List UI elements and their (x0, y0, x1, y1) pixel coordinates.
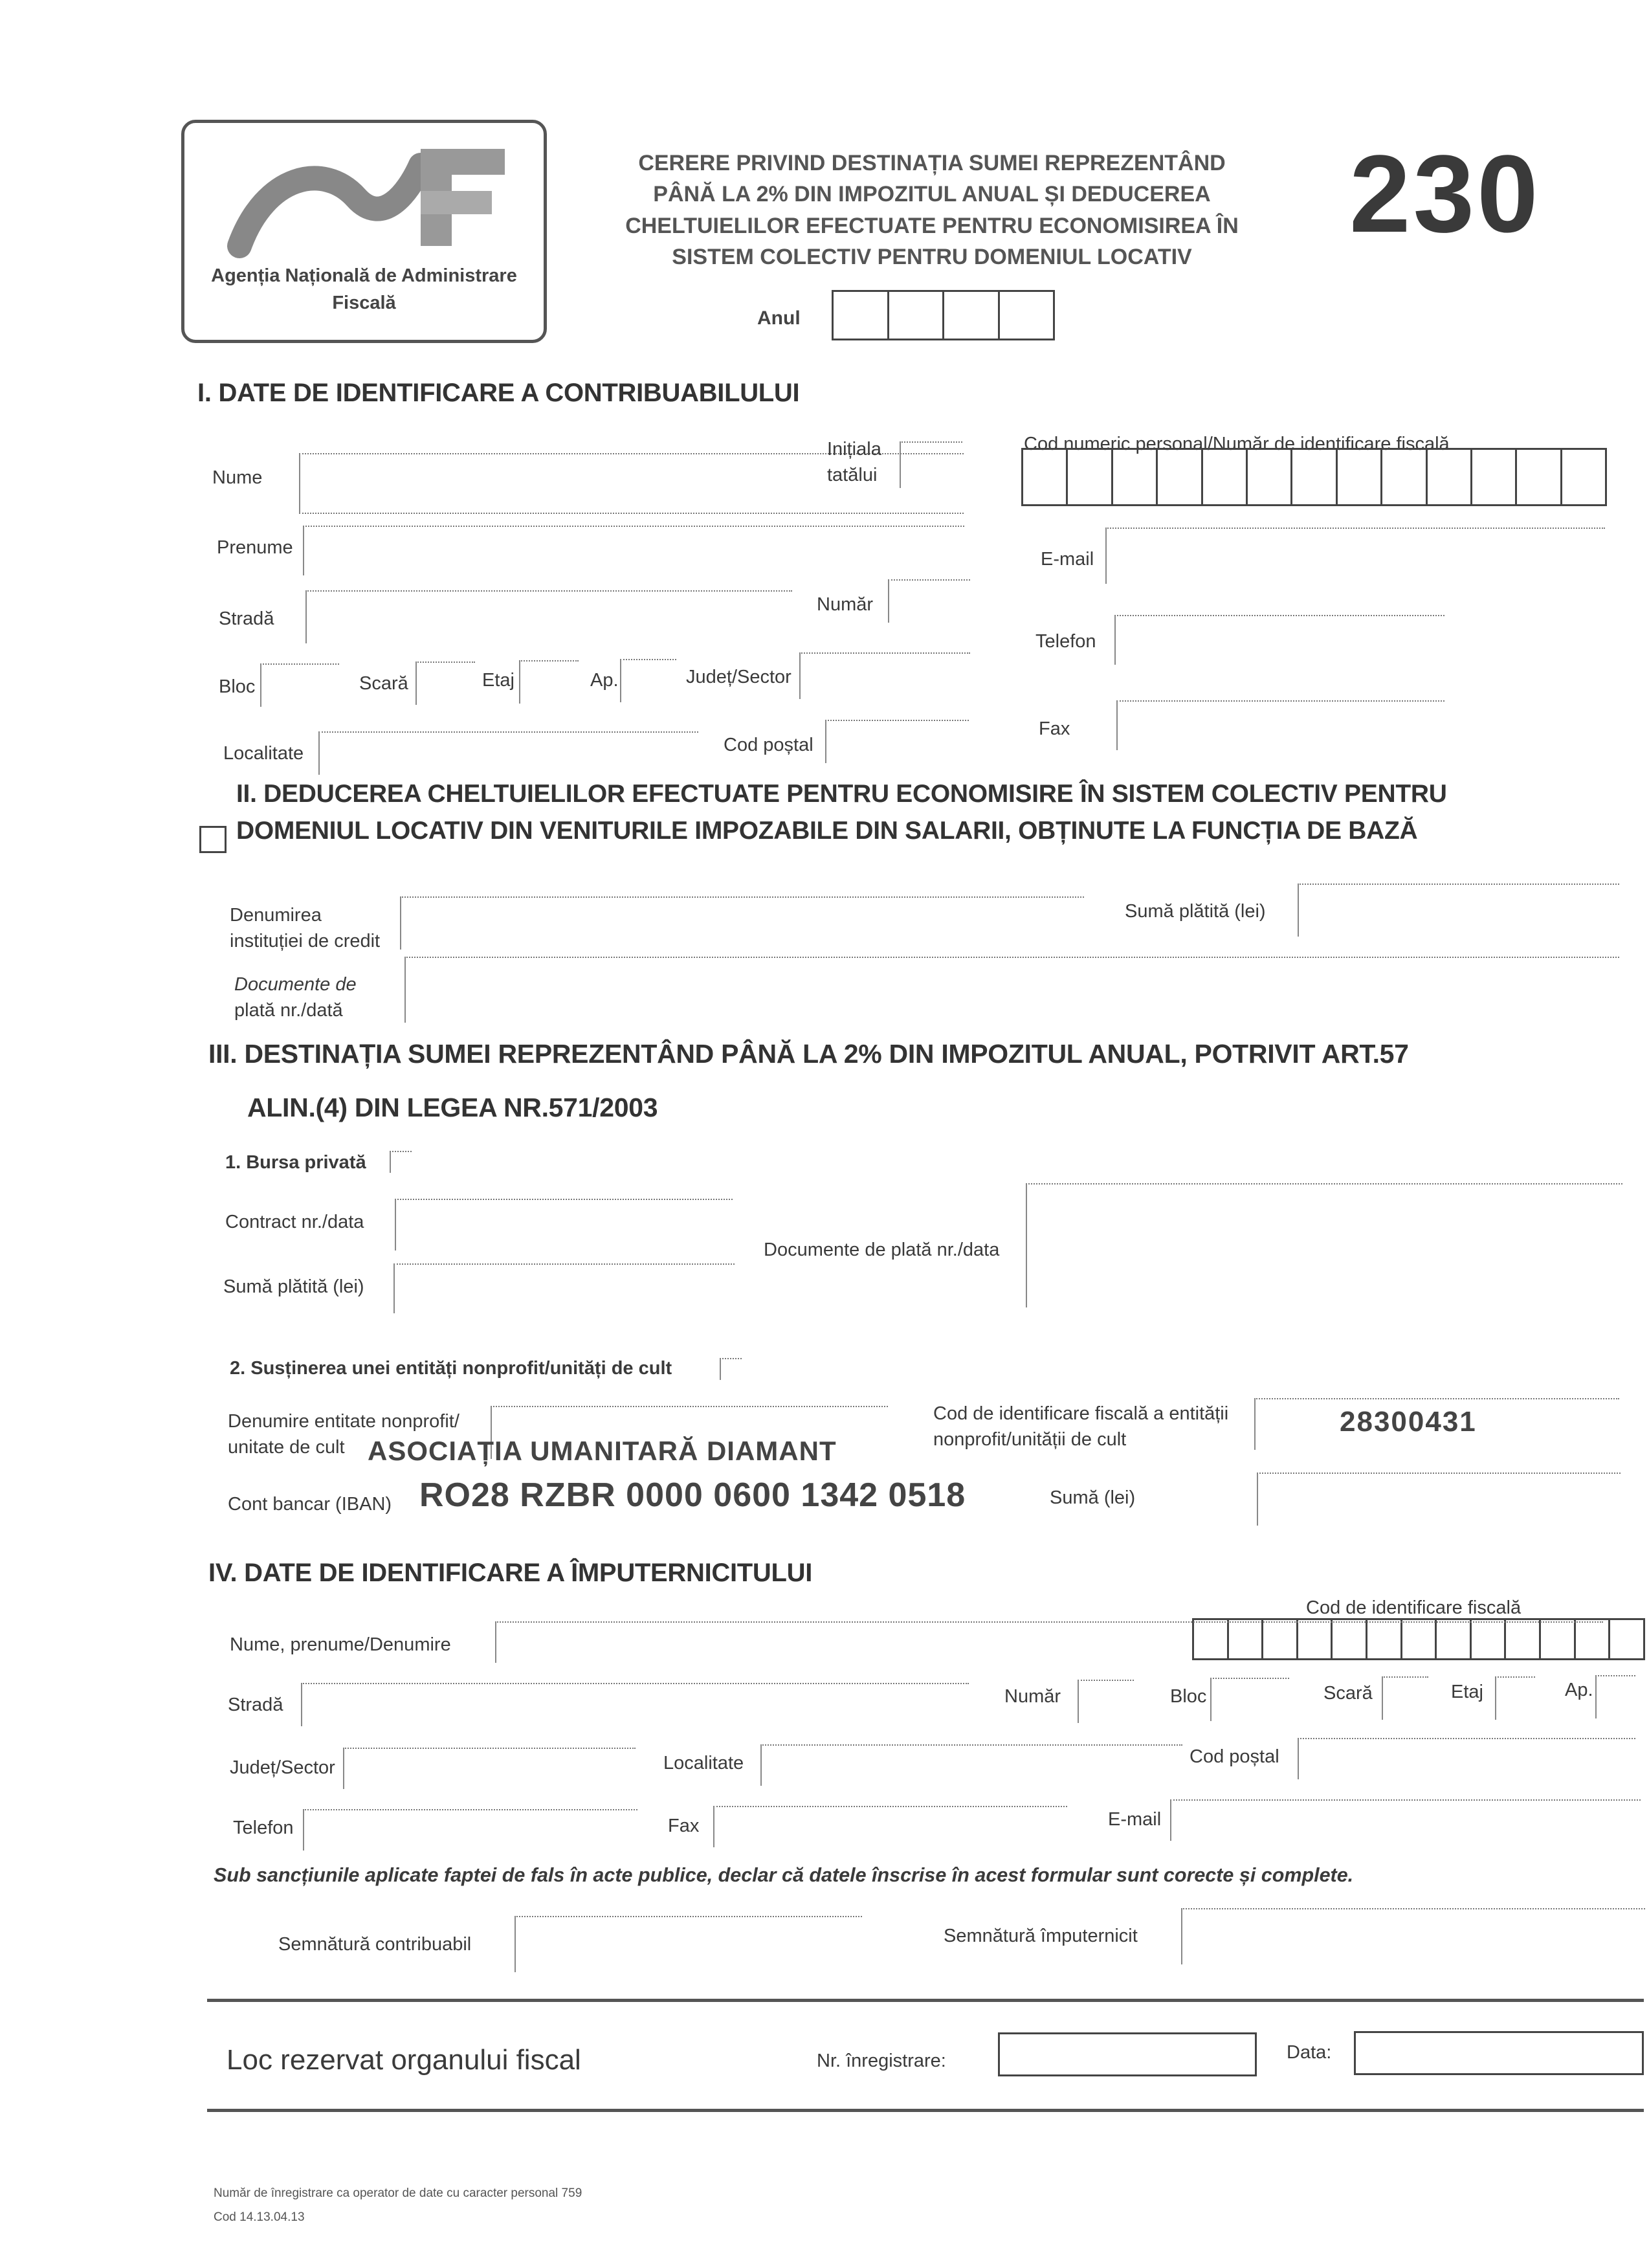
etaj-imp-label: Etaj (1451, 1682, 1483, 1702)
contract-label: Contract nr./data (225, 1212, 364, 1232)
telefon-label: Telefon (1035, 631, 1096, 652)
numar-label: Număr (817, 594, 874, 615)
bloc-imp-field[interactable] (1210, 1678, 1289, 1721)
numar-imp-field[interactable] (1078, 1680, 1134, 1723)
cont-bancar-label: Cont bancar (IBAN) (228, 1494, 392, 1515)
telefon-field[interactable] (1114, 615, 1444, 665)
fax-field[interactable] (1116, 700, 1444, 750)
operator-text: Număr de înregistrare ca operator de date cu caracter personal 759 (214, 2186, 582, 2200)
section1-title: I. DATE DE IDENTIFICARE A CONTRIBUABILULUI (197, 379, 800, 407)
localitate-imp-label: Localitate (663, 1753, 744, 1773)
nume-label: Nume (212, 467, 263, 488)
cod-postal-imp-label: Cod poștal (1190, 1746, 1279, 1767)
suma-platita-3-field[interactable] (393, 1263, 735, 1313)
judet-imp-label: Județ/Sector (230, 1757, 335, 1778)
scara-label: Scară (359, 673, 408, 694)
nr-inregistrare-input[interactable] (998, 2032, 1257, 2076)
declaration-text: Sub sancțiunile aplicate faptei de fals în acte publice, declar că datele înscrise în acest formular sunt corecte și complete. (214, 1864, 1354, 1886)
fax-imp-label: Fax (668, 1816, 700, 1836)
strada-field[interactable] (305, 590, 792, 643)
iban-value: RO28 RZBR 0000 0600 1342 0518 (419, 1476, 966, 1514)
cod-postal-field[interactable] (825, 720, 969, 763)
documente-label-2: plată nr./dată (234, 1000, 343, 1021)
numar-imp-label: Număr (1004, 1686, 1061, 1707)
numar-field[interactable] (888, 579, 970, 623)
bloc-label: Bloc (219, 676, 256, 697)
scara-imp-label: Scară (1323, 1683, 1373, 1704)
sustinere-label: 2. Susținerea unei entități nonprofit/unități de cult (230, 1358, 672, 1379)
form-code: Cod 14.13.04.13 (214, 2210, 305, 2224)
ap-imp-label: Ap. (1565, 1680, 1593, 1700)
entity-name-value: ASOCIAȚIA UMANITARĂ DIAMANT (368, 1436, 837, 1466)
judet-imp-field[interactable] (343, 1748, 636, 1789)
ap-label: Ap. (590, 670, 619, 691)
separator-bottom (207, 2109, 1644, 2112)
form-title-line: CERERE PRIVIND DESTINAȚIA SUMEI REPREZENTÂND (638, 151, 1226, 175)
bloc-field[interactable] (260, 663, 339, 707)
cod-postal-label: Cod poștal (724, 735, 813, 755)
cod-fiscal-value: 28300431 (1340, 1406, 1477, 1438)
email-label: E-mail (1041, 549, 1094, 570)
etaj-field[interactable] (519, 660, 579, 704)
section2-checkbox[interactable] (199, 826, 227, 853)
form-title (570, 148, 1294, 272)
nr-inregistrare-label: Nr. înregistrare: (817, 2051, 946, 2071)
nume-imp-label: Nume, prenume/Denumire (230, 1634, 451, 1655)
fax-label: Fax (1039, 718, 1070, 739)
cod-fiscal-entitate-label-2: nonprofit/unității de cult (933, 1429, 1127, 1450)
suma-platita-field[interactable] (1298, 884, 1619, 937)
fax-imp-field[interactable] (713, 1806, 1067, 1847)
suma-platita-3-label: Sumă plătită (lei) (223, 1276, 364, 1297)
contract-field[interactable] (395, 1199, 733, 1251)
bloc-imp-label: Bloc (1170, 1686, 1207, 1707)
data-input[interactable] (1354, 2031, 1644, 2075)
email-imp-field[interactable] (1170, 1799, 1641, 1841)
telefon-imp-field[interactable] (303, 1809, 637, 1851)
semnatura-contribuabil-label: Semnătură contribuabil (278, 1934, 472, 1955)
year-input[interactable] (832, 290, 1055, 340)
sustinere-checkbox[interactable] (720, 1358, 742, 1380)
documente-plata-field[interactable] (1026, 1183, 1622, 1307)
ap-field[interactable] (620, 659, 676, 702)
denumire-entitate-label-1: Denumire entitate nonprofit/ (228, 1411, 459, 1432)
strada-imp-field[interactable] (301, 1683, 969, 1726)
suma-lei-field[interactable] (1257, 1473, 1621, 1526)
cnp-input[interactable] (1021, 448, 1607, 506)
form-title-line: CHELTUIELILOR EFECTUATE PENTRU ECONOMISIREA ÎN (625, 213, 1239, 238)
nume-imp-field[interactable] (495, 1621, 1603, 1663)
prenume-field[interactable] (303, 526, 964, 575)
separator-top (207, 1999, 1644, 2002)
documente-plata-label: Documente de plată nr./data (764, 1240, 1000, 1260)
semnatura-imputernicit-label: Semnătură împuternicit (944, 1926, 1138, 1946)
telefon-imp-label: Telefon (233, 1818, 294, 1838)
section4-title: IV. DATE DE IDENTIFICARE A ÎMPUTERNICITULUI (208, 1559, 813, 1587)
cod-postal-imp-field[interactable] (1298, 1738, 1635, 1779)
form-number: 230 (1349, 133, 1541, 256)
ap-imp-field[interactable] (1595, 1675, 1635, 1718)
scara-field[interactable] (415, 662, 475, 705)
denumire-label-2: instituției de credit (230, 931, 381, 951)
denumire-entitate-label-2: unitate de cult (228, 1437, 345, 1458)
judet-label: Județ/Sector (686, 667, 791, 687)
documente-label-1: Documente de (234, 974, 357, 995)
suma-lei-label: Sumă (lei) (1050, 1487, 1136, 1508)
email-imp-label: E-mail (1108, 1809, 1162, 1830)
agency-logo-icon (227, 136, 511, 265)
cnp-label: Cod numeric personal/Număr de identificare fiscală (1024, 434, 1450, 454)
scara-imp-field[interactable] (1382, 1676, 1428, 1720)
strada-imp-label: Stradă (228, 1695, 283, 1715)
strada-label: Stradă (219, 608, 274, 629)
judet-field[interactable] (799, 652, 970, 699)
cod-fiscal-entitate-label-1: Cod de identificare fiscală a entității (933, 1403, 1229, 1424)
agency-name: Agenția Națională de Administrare Fiscală (211, 265, 517, 314)
section2-title-2: DOMENIUL LOCATIV DIN VENITURILE IMPOZABILE DIN SALARII, OBȚINUTE LA FUNCȚIA DE BAZĂ (236, 817, 1418, 845)
loc-rezervat-label: Loc rezervat organului fiscal (227, 2044, 581, 2076)
form-title-line: SISTEM COLECTIV PENTRU DOMENIUL LOCATIV (672, 244, 1192, 269)
agency-logo-box (181, 120, 547, 343)
etaj-label: Etaj (482, 670, 515, 691)
section2-title-1: II. DEDUCEREA CHELTUIELILOR EFECTUATE PENTRU ECONOMISIRE ÎN SISTEM COLECTIV PENTRU (236, 780, 1447, 808)
initiala-label-2: tatălui (827, 465, 878, 485)
localitate-imp-field[interactable] (760, 1744, 1182, 1786)
initiala-field[interactable] (900, 441, 962, 488)
section3-title-1: III. DESTINAȚIA SUMEI REPREZENTÂND PÂNĂ LA 2% DIN IMPOZITUL ANUAL, POTRIVIT ART.57 (208, 1039, 1409, 1069)
section3-title-2: ALIN.(4) DIN LEGEA NR.571/2003 (247, 1093, 658, 1122)
bursa-label: 1. Bursa privată (225, 1152, 366, 1173)
bursa-checkbox[interactable] (390, 1151, 412, 1173)
localitate-label: Localitate (223, 743, 304, 764)
form-title-line: PÂNĂ LA 2% DIN IMPOZITUL ANUAL ȘI DEDUCEREA (653, 182, 1211, 207)
cod-fiscal-imp-label: Cod de identificare fiscală (1306, 1597, 1522, 1618)
prenume-label: Prenume (217, 537, 293, 558)
semnatura-imputernicit-field[interactable] (1181, 1908, 1645, 1964)
initiala-label-1: Inițiala (827, 439, 881, 460)
suma-platita-label: Sumă plătită (lei) (1125, 901, 1266, 922)
year-label: Anul (757, 307, 801, 329)
denumire-field[interactable] (400, 896, 1084, 950)
documente-field[interactable] (404, 957, 1619, 1023)
localitate-field[interactable] (318, 731, 698, 775)
denumire-label-1: Denumirea (230, 905, 322, 926)
email-field[interactable] (1105, 528, 1605, 584)
etaj-imp-field[interactable] (1495, 1676, 1535, 1720)
semnatura-contribuabil-field[interactable] (515, 1916, 862, 1972)
data-label: Data: (1287, 2042, 1332, 2063)
